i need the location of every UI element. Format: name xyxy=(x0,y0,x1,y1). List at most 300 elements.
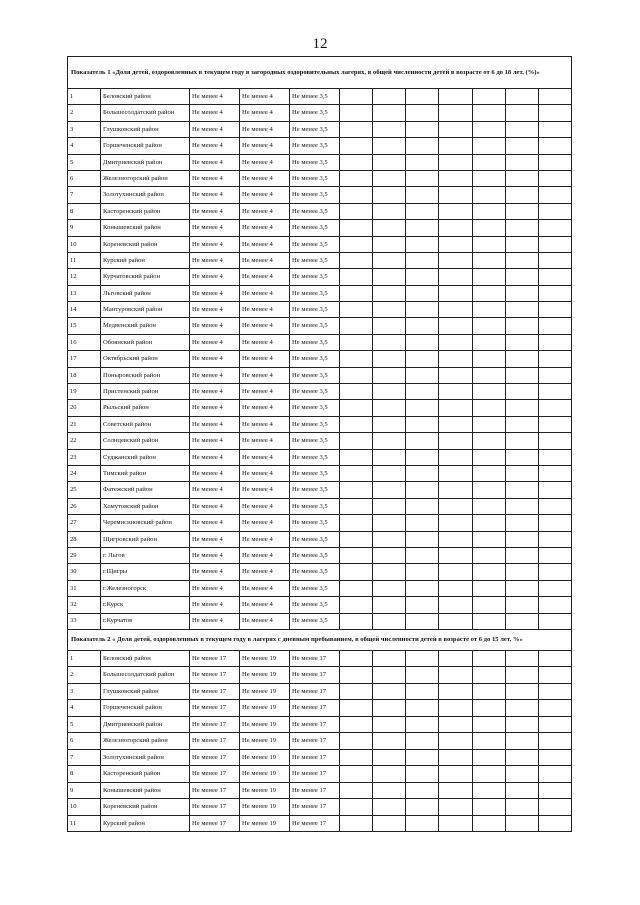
empty-cell xyxy=(406,650,439,667)
table-row xyxy=(68,613,572,629)
empty-cell xyxy=(439,667,473,684)
empty-cell xyxy=(473,766,506,783)
row-number: 19 xyxy=(68,384,101,400)
district-name: Беловский район xyxy=(101,650,190,667)
empty-cell xyxy=(439,416,473,432)
target-value-3: Не менее 3,5 xyxy=(290,252,340,268)
empty-cell xyxy=(340,766,373,783)
empty-cell xyxy=(406,716,439,733)
empty-cell xyxy=(506,433,539,449)
empty-cell xyxy=(373,334,406,350)
empty-cell xyxy=(439,203,473,219)
empty-cell xyxy=(373,449,406,465)
target-value-1: Не менее 4 xyxy=(190,580,240,596)
empty-cell xyxy=(373,433,406,449)
district-name: Черемисиновский район xyxy=(101,515,190,531)
empty-cell xyxy=(340,683,373,700)
target-value-2: Не менее 4 xyxy=(240,269,290,285)
target-value-2: Не менее 4 xyxy=(240,580,290,596)
empty-cell xyxy=(373,252,406,268)
empty-cell xyxy=(340,105,373,121)
target-value-3: Не менее 3,5 xyxy=(290,220,340,236)
empty-cell xyxy=(539,203,572,219)
table-row xyxy=(68,416,572,432)
empty-cell xyxy=(373,367,406,383)
empty-cell xyxy=(473,580,506,596)
target-value-1: Не менее 17 xyxy=(190,799,240,816)
target-value-1: Не менее 4 xyxy=(190,564,240,580)
table-row xyxy=(68,564,572,580)
empty-cell xyxy=(340,416,373,432)
target-value-1: Не менее 4 xyxy=(190,285,240,301)
target-value-1: Не менее 4 xyxy=(190,400,240,416)
empty-cell xyxy=(439,749,473,766)
empty-cell xyxy=(406,154,439,170)
empty-cell xyxy=(373,465,406,481)
empty-cell xyxy=(539,384,572,400)
empty-cell xyxy=(506,700,539,717)
empty-cell xyxy=(439,138,473,154)
empty-cell xyxy=(340,433,373,449)
empty-cell xyxy=(539,700,572,717)
district-name: Конышевский район xyxy=(101,782,190,799)
district-name: Льговский район xyxy=(101,285,190,301)
empty-cell xyxy=(439,367,473,383)
empty-cell xyxy=(506,334,539,350)
empty-cell xyxy=(473,733,506,750)
target-value-1: Не менее 17 xyxy=(190,700,240,717)
empty-cell xyxy=(406,531,439,547)
district-name: Обоянский район xyxy=(101,334,190,350)
empty-cell xyxy=(406,416,439,432)
empty-cell xyxy=(373,269,406,285)
empty-cell xyxy=(373,613,406,629)
empty-cell xyxy=(506,138,539,154)
row-number: 18 xyxy=(68,367,101,383)
empty-cell xyxy=(340,482,373,498)
empty-cell xyxy=(539,449,572,465)
empty-cell xyxy=(406,302,439,318)
empty-cell xyxy=(373,749,406,766)
table-row xyxy=(68,252,572,268)
empty-cell xyxy=(539,650,572,667)
target-value-3: Не менее 3,5 xyxy=(290,547,340,563)
empty-cell xyxy=(406,815,439,832)
row-number: 3 xyxy=(68,121,101,137)
empty-cell xyxy=(439,252,473,268)
empty-cell xyxy=(373,138,406,154)
empty-cell xyxy=(539,400,572,416)
target-value-2: Не менее 4 xyxy=(240,236,290,252)
empty-cell xyxy=(473,121,506,137)
empty-cell xyxy=(539,334,572,350)
empty-cell xyxy=(539,285,572,301)
table-row xyxy=(68,400,572,416)
target-value-1: Не менее 4 xyxy=(190,433,240,449)
empty-cell xyxy=(439,400,473,416)
empty-cell xyxy=(539,318,572,334)
empty-cell xyxy=(439,449,473,465)
target-value-3: Не менее 17 xyxy=(290,749,340,766)
district-name: Глушковский район xyxy=(101,683,190,700)
empty-cell xyxy=(506,170,539,186)
row-number: 6 xyxy=(68,733,101,750)
target-value-1: Не менее 4 xyxy=(190,89,240,105)
table-row xyxy=(68,716,572,733)
empty-cell xyxy=(539,683,572,700)
row-number: 1 xyxy=(68,89,101,105)
empty-cell xyxy=(406,749,439,766)
district-name: Хомутовский район xyxy=(101,498,190,514)
district-name: Фатежский район xyxy=(101,482,190,498)
empty-cell xyxy=(439,351,473,367)
empty-cell xyxy=(473,650,506,667)
empty-cell xyxy=(340,782,373,799)
row-number: 31 xyxy=(68,580,101,596)
empty-cell xyxy=(473,220,506,236)
empty-cell xyxy=(506,683,539,700)
indicator-header-row xyxy=(68,629,572,650)
target-value-3: Не менее 3,5 xyxy=(290,170,340,186)
district-name: Железногорский район xyxy=(101,733,190,750)
empty-cell xyxy=(506,384,539,400)
row-number: 30 xyxy=(68,564,101,580)
empty-cell xyxy=(406,547,439,563)
row-number: 8 xyxy=(68,766,101,783)
empty-cell xyxy=(539,766,572,783)
empty-cell xyxy=(506,716,539,733)
row-number: 22 xyxy=(68,433,101,449)
empty-cell xyxy=(539,351,572,367)
empty-cell xyxy=(473,547,506,563)
empty-cell xyxy=(506,154,539,170)
target-value-3: Не менее 17 xyxy=(290,700,340,717)
empty-cell xyxy=(506,203,539,219)
target-value-1: Не менее 4 xyxy=(190,187,240,203)
empty-cell xyxy=(373,733,406,750)
row-number: 21 xyxy=(68,416,101,432)
empty-cell xyxy=(506,220,539,236)
empty-cell xyxy=(439,384,473,400)
empty-cell xyxy=(406,187,439,203)
empty-cell xyxy=(473,400,506,416)
empty-cell xyxy=(406,351,439,367)
empty-cell xyxy=(406,285,439,301)
empty-cell xyxy=(373,416,406,432)
empty-cell xyxy=(340,815,373,832)
target-value-2: Не менее 4 xyxy=(240,121,290,137)
row-number: 6 xyxy=(68,170,101,186)
empty-cell xyxy=(439,597,473,613)
row-number: 10 xyxy=(68,236,101,252)
row-number: 27 xyxy=(68,515,101,531)
target-value-3: Не менее 3,5 xyxy=(290,384,340,400)
empty-cell xyxy=(373,667,406,684)
target-value-3: Не менее 3,5 xyxy=(290,154,340,170)
table-row xyxy=(68,154,572,170)
row-number: 12 xyxy=(68,269,101,285)
row-number: 13 xyxy=(68,285,101,301)
empty-cell xyxy=(539,799,572,816)
empty-cell xyxy=(340,187,373,203)
empty-cell xyxy=(373,285,406,301)
empty-cell xyxy=(406,203,439,219)
target-value-1: Не менее 4 xyxy=(190,318,240,334)
table-row xyxy=(68,220,572,236)
empty-cell xyxy=(340,597,373,613)
empty-cell xyxy=(539,749,572,766)
target-value-2: Не менее 19 xyxy=(240,700,290,717)
empty-cell xyxy=(539,367,572,383)
empty-cell xyxy=(506,121,539,137)
empty-cell xyxy=(506,815,539,832)
empty-cell xyxy=(506,547,539,563)
row-number: 3 xyxy=(68,683,101,700)
target-value-3: Не менее 3,5 xyxy=(290,302,340,318)
empty-cell xyxy=(506,482,539,498)
empty-cell xyxy=(539,138,572,154)
target-value-1: Не менее 4 xyxy=(190,334,240,350)
empty-cell xyxy=(406,683,439,700)
empty-cell xyxy=(539,187,572,203)
row-number: 7 xyxy=(68,749,101,766)
empty-cell xyxy=(373,318,406,334)
empty-cell xyxy=(406,252,439,268)
empty-cell xyxy=(340,465,373,481)
table-row xyxy=(68,449,572,465)
empty-cell xyxy=(439,154,473,170)
empty-cell xyxy=(406,733,439,750)
empty-cell xyxy=(539,154,572,170)
target-value-2: Не менее 4 xyxy=(240,334,290,350)
target-value-2: Не менее 4 xyxy=(240,252,290,268)
row-number: 2 xyxy=(68,105,101,121)
empty-cell xyxy=(506,318,539,334)
table-row xyxy=(68,547,572,563)
target-value-3: Не менее 3,5 xyxy=(290,285,340,301)
empty-cell xyxy=(406,236,439,252)
row-number: 9 xyxy=(68,782,101,799)
empty-cell xyxy=(439,170,473,186)
target-value-3: Не менее 17 xyxy=(290,733,340,750)
target-value-2: Не менее 19 xyxy=(240,683,290,700)
empty-cell xyxy=(506,252,539,268)
table-row xyxy=(68,766,572,783)
empty-cell xyxy=(406,334,439,350)
target-value-1: Не менее 4 xyxy=(190,236,240,252)
table-row xyxy=(68,367,572,383)
target-value-1: Не менее 4 xyxy=(190,269,240,285)
empty-cell xyxy=(406,700,439,717)
empty-cell xyxy=(506,236,539,252)
empty-cell xyxy=(506,580,539,596)
row-number: 32 xyxy=(68,597,101,613)
empty-cell xyxy=(473,433,506,449)
empty-cell xyxy=(539,416,572,432)
target-value-3: Не менее 17 xyxy=(290,683,340,700)
empty-cell xyxy=(473,367,506,383)
target-value-2: Не менее 19 xyxy=(240,716,290,733)
district-name: г. Льгов xyxy=(101,547,190,563)
district-name: Курский район xyxy=(101,815,190,832)
target-value-3: Не менее 17 xyxy=(290,650,340,667)
table-row xyxy=(68,782,572,799)
target-value-2: Не менее 4 xyxy=(240,89,290,105)
row-number: 5 xyxy=(68,716,101,733)
target-value-2: Не менее 19 xyxy=(240,733,290,750)
empty-cell xyxy=(439,799,473,816)
row-number: 24 xyxy=(68,465,101,481)
empty-cell xyxy=(473,799,506,816)
table-row xyxy=(68,285,572,301)
empty-cell xyxy=(506,89,539,105)
empty-cell xyxy=(506,597,539,613)
target-value-1: Не менее 4 xyxy=(190,105,240,121)
empty-cell xyxy=(340,531,373,547)
empty-cell xyxy=(340,650,373,667)
district-name: Горшеченский район xyxy=(101,138,190,154)
row-number: 26 xyxy=(68,498,101,514)
target-value-1: Не менее 17 xyxy=(190,782,240,799)
table-row xyxy=(68,170,572,186)
empty-cell xyxy=(439,105,473,121)
empty-cell xyxy=(373,547,406,563)
target-value-2: Не менее 4 xyxy=(240,564,290,580)
empty-cell xyxy=(340,203,373,219)
table-row xyxy=(68,482,572,498)
empty-cell xyxy=(406,580,439,596)
empty-cell xyxy=(439,89,473,105)
empty-cell xyxy=(373,482,406,498)
empty-cell xyxy=(340,564,373,580)
empty-cell xyxy=(439,613,473,629)
empty-cell xyxy=(473,449,506,465)
table-row xyxy=(68,433,572,449)
empty-cell xyxy=(373,400,406,416)
empty-cell xyxy=(373,716,406,733)
empty-cell xyxy=(473,782,506,799)
district-name: Беловский район xyxy=(101,89,190,105)
row-number: 7 xyxy=(68,187,101,203)
target-value-2: Не менее 4 xyxy=(240,170,290,186)
empty-cell xyxy=(539,580,572,596)
target-value-3: Не менее 3,5 xyxy=(290,465,340,481)
target-value-2: Не менее 4 xyxy=(240,482,290,498)
empty-cell xyxy=(340,384,373,400)
empty-cell xyxy=(473,597,506,613)
district-name: Дмитриевский район xyxy=(101,716,190,733)
empty-cell xyxy=(340,302,373,318)
empty-cell xyxy=(439,236,473,252)
empty-cell xyxy=(506,465,539,481)
empty-cell xyxy=(406,89,439,105)
empty-cell xyxy=(473,815,506,832)
empty-cell xyxy=(373,650,406,667)
empty-cell xyxy=(506,667,539,684)
empty-cell xyxy=(439,683,473,700)
target-value-3: Не менее 3,5 xyxy=(290,105,340,121)
empty-cell xyxy=(373,815,406,832)
row-number: 4 xyxy=(68,138,101,154)
district-name: Железногорский район xyxy=(101,170,190,186)
district-name: Медвенский район xyxy=(101,318,190,334)
empty-cell xyxy=(340,285,373,301)
target-value-2: Не менее 4 xyxy=(240,547,290,563)
empty-cell xyxy=(473,89,506,105)
target-value-2: Не менее 4 xyxy=(240,384,290,400)
district-name: Глушковский район xyxy=(101,121,190,137)
empty-cell xyxy=(539,105,572,121)
indicator-title: Показатель 2 « Доля детей, оздоровленных в текущем году в лагерях с дневным пребыванием, в общей численности детей в возрасте от 6 до 15 лет, %» xyxy=(68,629,572,650)
table-row xyxy=(68,733,572,750)
empty-cell xyxy=(506,498,539,514)
empty-cell xyxy=(506,799,539,816)
empty-cell xyxy=(373,498,406,514)
empty-cell xyxy=(340,252,373,268)
empty-cell xyxy=(539,531,572,547)
empty-cell xyxy=(473,105,506,121)
target-value-3: Не менее 3,5 xyxy=(290,351,340,367)
district-name: Касторенский район xyxy=(101,203,190,219)
empty-cell xyxy=(439,285,473,301)
empty-cell xyxy=(473,749,506,766)
table-row xyxy=(68,302,572,318)
empty-cell xyxy=(406,449,439,465)
empty-cell xyxy=(539,733,572,750)
indicator-header-row xyxy=(68,57,572,89)
target-value-2: Не менее 4 xyxy=(240,416,290,432)
row-number: 10 xyxy=(68,799,101,816)
empty-cell xyxy=(340,498,373,514)
target-value-1: Не менее 4 xyxy=(190,613,240,629)
target-value-3: Не менее 17 xyxy=(290,667,340,684)
target-value-1: Не менее 4 xyxy=(190,482,240,498)
empty-cell xyxy=(340,318,373,334)
district-name: Курчатовский район xyxy=(101,269,190,285)
district-name: Золотухинский район xyxy=(101,187,190,203)
target-value-1: Не менее 17 xyxy=(190,650,240,667)
empty-cell xyxy=(506,285,539,301)
district-name: Дмитриевский район xyxy=(101,154,190,170)
target-value-2: Не менее 4 xyxy=(240,613,290,629)
empty-cell xyxy=(439,334,473,350)
empty-cell xyxy=(506,449,539,465)
empty-cell xyxy=(406,367,439,383)
target-value-1: Не менее 4 xyxy=(190,154,240,170)
target-value-1: Не менее 4 xyxy=(190,302,240,318)
empty-cell xyxy=(340,667,373,684)
empty-cell xyxy=(506,531,539,547)
empty-cell xyxy=(539,815,572,832)
empty-cell xyxy=(340,613,373,629)
district-name: г.Курск xyxy=(101,597,190,613)
empty-cell xyxy=(539,482,572,498)
table-row xyxy=(68,384,572,400)
empty-cell xyxy=(439,580,473,596)
empty-cell xyxy=(439,498,473,514)
target-value-2: Не менее 4 xyxy=(240,433,290,449)
table-row xyxy=(68,799,572,816)
row-number: 15 xyxy=(68,318,101,334)
empty-cell xyxy=(373,515,406,531)
empty-cell xyxy=(539,515,572,531)
empty-cell xyxy=(373,203,406,219)
empty-cell xyxy=(340,170,373,186)
row-number: 14 xyxy=(68,302,101,318)
target-value-3: Не менее 3,5 xyxy=(290,400,340,416)
row-number: 28 xyxy=(68,531,101,547)
empty-cell xyxy=(439,121,473,137)
